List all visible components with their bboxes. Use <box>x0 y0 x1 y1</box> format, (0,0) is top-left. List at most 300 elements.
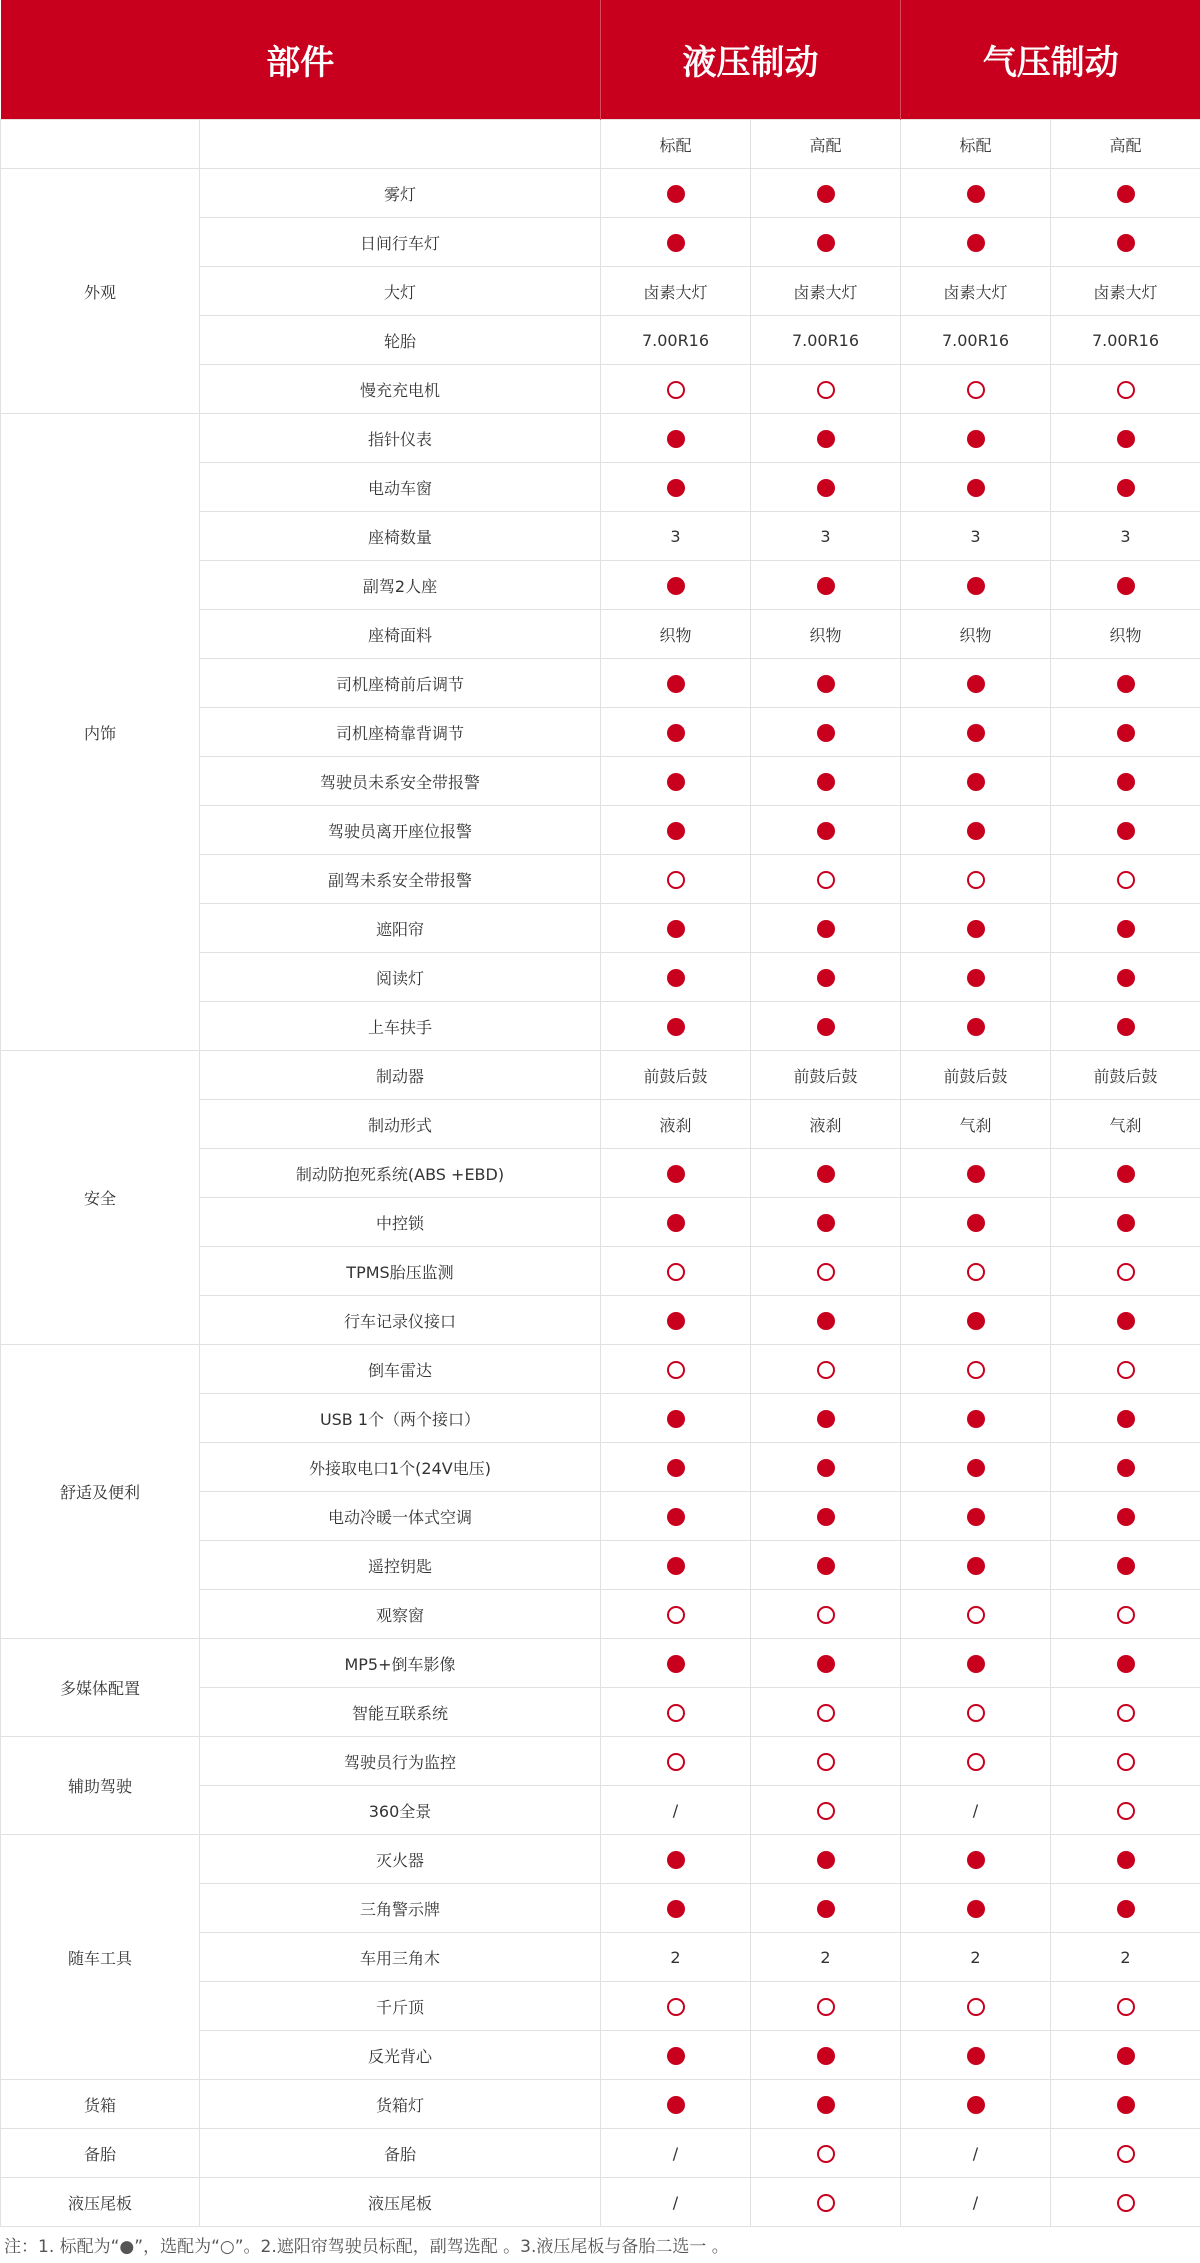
standard-dot-icon <box>667 1508 685 1526</box>
subheader-hydraulic-standard: 标配 <box>601 120 751 169</box>
standard-dot-icon <box>667 1459 685 1477</box>
value-cell-hydraulic-premium <box>751 463 901 512</box>
table-row <box>1 1737 1200 1786</box>
standard-dot-icon <box>1117 1655 1135 1673</box>
value-cell-hydraulic-premium: 7.00R16 <box>751 316 901 365</box>
value-cell-hydraulic-premium: 3 <box>751 512 901 561</box>
optional-ring-icon <box>817 1998 835 2016</box>
optional-ring-icon <box>817 381 835 399</box>
standard-dot-icon <box>817 430 835 448</box>
table-row <box>1 1051 1200 1100</box>
value-cell-hydraulic-premium <box>751 1884 901 1933</box>
value-cell-air-premium <box>1051 953 1200 1002</box>
standard-dot-icon <box>967 577 985 595</box>
optional-ring-icon <box>1117 1361 1135 1379</box>
table-row <box>1 169 1200 218</box>
standard-dot-icon <box>1117 430 1135 448</box>
standard-dot-icon <box>967 185 985 203</box>
value-cell-air-premium <box>1051 2031 1200 2080</box>
item-name-cell: 千斤顶 <box>200 1982 601 2031</box>
value-cell-air-premium <box>1051 218 1200 267</box>
value-cell-air-premium <box>1051 1394 1200 1443</box>
value-cell-hydraulic-premium <box>751 953 901 1002</box>
value-cell-hydraulic-standard <box>601 2080 751 2129</box>
item-name-cell: 制动器 <box>200 1051 601 1100</box>
item-name-cell: 观察窗 <box>200 1590 601 1639</box>
value-cell-air-premium <box>1051 561 1200 610</box>
value-cell-hydraulic-premium: 卤素大灯 <box>751 267 901 316</box>
value-cell-hydraulic-premium <box>751 1541 901 1590</box>
standard-dot-icon <box>817 1851 835 1869</box>
standard-dot-icon <box>667 185 685 203</box>
value-cell-air-premium <box>1051 1982 1200 2031</box>
standard-dot-icon <box>967 1018 985 1036</box>
standard-dot-icon <box>817 1410 835 1428</box>
value-cell-air-standard <box>901 561 1051 610</box>
standard-dot-icon <box>667 969 685 987</box>
item-name-cell: 驾驶员行为监控 <box>200 1737 601 1786</box>
standard-dot-icon <box>967 1459 985 1477</box>
standard-dot-icon <box>1117 773 1135 791</box>
value-cell-hydraulic-standard <box>601 1492 751 1541</box>
item-name-cell: 驾驶员未系安全带报警 <box>200 757 601 806</box>
value-cell-hydraulic-premium: 液刹 <box>751 1100 901 1149</box>
item-name-cell: 中控锁 <box>200 1198 601 1247</box>
item-name-cell: 制动防抱死系统(ABS +EBD) <box>200 1149 601 1198</box>
standard-dot-icon <box>1117 577 1135 595</box>
value-cell-air-premium <box>1051 659 1200 708</box>
value-cell-hydraulic-standard: 7.00R16 <box>601 316 751 365</box>
optional-ring-icon <box>817 2194 835 2212</box>
item-name-cell: MP5+倒车影像 <box>200 1639 601 1688</box>
value-cell-hydraulic-premium <box>751 659 901 708</box>
value-cell-air-standard <box>901 904 1051 953</box>
standard-dot-icon <box>1117 1557 1135 1575</box>
optional-ring-icon <box>1117 381 1135 399</box>
header-hydraulic: 液压制动 <box>601 0 901 120</box>
standard-dot-icon <box>967 773 985 791</box>
value-cell-air-premium <box>1051 1786 1200 1835</box>
value-cell-air-standard <box>901 463 1051 512</box>
optional-ring-icon <box>667 1606 685 1624</box>
standard-dot-icon <box>967 1312 985 1330</box>
value-cell-air-standard <box>901 1639 1051 1688</box>
standard-dot-icon <box>967 1900 985 1918</box>
value-cell-hydraulic-standard <box>601 561 751 610</box>
standard-dot-icon <box>667 1557 685 1575</box>
value-cell-hydraulic-premium <box>751 1345 901 1394</box>
value-cell-hydraulic-standard <box>601 708 751 757</box>
item-name-cell: 日间行车灯 <box>200 218 601 267</box>
standard-dot-icon <box>967 1214 985 1232</box>
value-cell-air-premium <box>1051 463 1200 512</box>
value-cell-air-premium <box>1051 806 1200 855</box>
value-cell-hydraulic-standard <box>601 1247 751 1296</box>
table-row <box>1 2129 1200 2178</box>
optional-ring-icon <box>967 1998 985 2016</box>
value-cell-air-premium <box>1051 1149 1200 1198</box>
header-row <box>1 0 1200 120</box>
value-cell-hydraulic-premium: 2 <box>751 1933 901 1982</box>
value-cell-hydraulic-standard <box>601 1688 751 1737</box>
value-cell-air-standard <box>901 953 1051 1002</box>
item-name-cell: 三角警示牌 <box>200 1884 601 1933</box>
optional-ring-icon <box>967 871 985 889</box>
value-cell-air-premium <box>1051 1590 1200 1639</box>
item-name-cell: 反光背心 <box>200 2031 601 2080</box>
item-name-cell: 液压尾板 <box>200 2178 601 2227</box>
value-cell-air-premium: 3 <box>1051 512 1200 561</box>
value-cell-air-premium <box>1051 855 1200 904</box>
optional-ring-icon <box>1117 1998 1135 2016</box>
value-cell-air-standard: 卤素大灯 <box>901 267 1051 316</box>
value-cell-air-premium <box>1051 1296 1200 1345</box>
value-cell-hydraulic-standard <box>601 2031 751 2080</box>
value-cell-hydraulic-standard <box>601 1590 751 1639</box>
value-cell-air-standard <box>901 2031 1051 2080</box>
optional-ring-icon <box>817 871 835 889</box>
standard-dot-icon <box>667 1312 685 1330</box>
standard-dot-icon <box>667 1410 685 1428</box>
value-cell-air-standard <box>901 1688 1051 1737</box>
subheader-row <box>1 120 1200 169</box>
value-cell-hydraulic-standard: / <box>601 1786 751 1835</box>
value-cell-hydraulic-standard <box>601 1982 751 2031</box>
value-cell-air-standard: 3 <box>901 512 1051 561</box>
value-cell-air-standard <box>901 1982 1051 2031</box>
value-cell-hydraulic-standard <box>601 1002 751 1051</box>
item-name-cell: TPMS胎压监测 <box>200 1247 601 1296</box>
standard-dot-icon <box>967 430 985 448</box>
optional-ring-icon <box>1117 2145 1135 2163</box>
value-cell-hydraulic-premium <box>751 1590 901 1639</box>
value-cell-air-premium: 前鼓后鼓 <box>1051 1051 1200 1100</box>
value-cell-air-premium <box>1051 1443 1200 1492</box>
standard-dot-icon <box>1117 185 1135 203</box>
standard-dot-icon <box>1117 1214 1135 1232</box>
value-cell-air-premium <box>1051 1639 1200 1688</box>
standard-dot-icon <box>1117 1410 1135 1428</box>
value-cell-hydraulic-premium: 织物 <box>751 610 901 659</box>
item-name-cell: 倒车雷达 <box>200 1345 601 1394</box>
value-cell-air-premium <box>1051 169 1200 218</box>
value-cell-hydraulic-premium <box>751 2178 901 2227</box>
item-name-cell: 雾灯 <box>200 169 601 218</box>
standard-dot-icon <box>1117 675 1135 693</box>
value-cell-hydraulic-standard <box>601 1639 751 1688</box>
standard-dot-icon <box>1117 1900 1135 1918</box>
value-cell-air-standard: 2 <box>901 1933 1051 1982</box>
item-name-cell: 遥控钥匙 <box>200 1541 601 1590</box>
value-cell-air-standard <box>901 708 1051 757</box>
standard-dot-icon <box>1117 2096 1135 2114</box>
optional-ring-icon <box>817 1802 835 1820</box>
value-cell-air-standard <box>901 1884 1051 1933</box>
value-cell-hydraulic-premium <box>751 2080 901 2129</box>
value-cell-hydraulic-premium <box>751 806 901 855</box>
standard-dot-icon <box>1117 234 1135 252</box>
value-cell-air-standard <box>901 1443 1051 1492</box>
standard-dot-icon <box>1117 1508 1135 1526</box>
item-name-cell: 智能互联系统 <box>200 1688 601 1737</box>
value-cell-air-premium <box>1051 2129 1200 2178</box>
value-cell-air-premium <box>1051 708 1200 757</box>
category-cell: 备胎 <box>1 2129 200 2178</box>
value-cell-air-premium: 卤素大灯 <box>1051 267 1200 316</box>
item-name-cell: 电动车窗 <box>200 463 601 512</box>
value-cell-hydraulic-standard <box>601 659 751 708</box>
value-cell-air-standard <box>901 1198 1051 1247</box>
value-cell-hydraulic-premium <box>751 708 901 757</box>
value-cell-air-premium <box>1051 414 1200 463</box>
value-cell-air-standard <box>901 1590 1051 1639</box>
standard-dot-icon <box>967 2096 985 2114</box>
standard-dot-icon <box>817 773 835 791</box>
value-cell-hydraulic-premium <box>751 1688 901 1737</box>
value-cell-air-premium: 7.00R16 <box>1051 316 1200 365</box>
standard-dot-icon <box>667 430 685 448</box>
category-cell: 舒适及便利 <box>1 1345 200 1639</box>
standard-dot-icon <box>967 2047 985 2065</box>
item-name-cell: 座椅数量 <box>200 512 601 561</box>
value-cell-air-premium <box>1051 1835 1200 1884</box>
header-air: 气压制动 <box>901 0 1200 120</box>
value-cell-air-standard: 前鼓后鼓 <box>901 1051 1051 1100</box>
standard-dot-icon <box>1117 1851 1135 1869</box>
value-cell-air-standard <box>901 1737 1051 1786</box>
value-cell-air-premium <box>1051 2178 1200 2227</box>
category-cell: 外观 <box>1 169 200 414</box>
value-cell-air-standard <box>901 1835 1051 1884</box>
standard-dot-icon <box>817 1165 835 1183</box>
standard-dot-icon <box>1117 1165 1135 1183</box>
optional-ring-icon <box>1117 1606 1135 1624</box>
value-cell-air-premium: 织物 <box>1051 610 1200 659</box>
item-name-cell: 制动形式 <box>200 1100 601 1149</box>
value-cell-air-premium: 气刹 <box>1051 1100 1200 1149</box>
subheader-hydraulic-premium: 高配 <box>751 120 901 169</box>
value-cell-hydraulic-premium <box>751 414 901 463</box>
standard-dot-icon <box>967 920 985 938</box>
value-cell-hydraulic-standard <box>601 1394 751 1443</box>
item-name-cell: 慢充充电机 <box>200 365 601 414</box>
header-part: 部件 <box>1 0 601 120</box>
value-cell-hydraulic-standard <box>601 855 751 904</box>
subheader-blank-category <box>1 120 200 169</box>
standard-dot-icon <box>817 1900 835 1918</box>
standard-dot-icon <box>967 1410 985 1428</box>
value-cell-air-standard <box>901 659 1051 708</box>
value-cell-hydraulic-premium <box>751 1443 901 1492</box>
standard-dot-icon <box>967 1508 985 1526</box>
standard-dot-icon <box>817 675 835 693</box>
table-row <box>1 1835 1200 1884</box>
optional-ring-icon <box>967 1263 985 1281</box>
standard-dot-icon <box>667 479 685 497</box>
optional-ring-icon <box>1117 1704 1135 1722</box>
value-cell-hydraulic-premium <box>751 2031 901 2080</box>
item-name-cell: 指针仪表 <box>200 414 601 463</box>
value-cell-hydraulic-premium <box>751 1002 901 1051</box>
table-row <box>1 2080 1200 2129</box>
optional-ring-icon <box>667 871 685 889</box>
value-cell-hydraulic-standard: / <box>601 2178 751 2227</box>
table-row <box>1 1345 1200 1394</box>
value-cell-hydraulic-standard: 前鼓后鼓 <box>601 1051 751 1100</box>
standard-dot-icon <box>967 724 985 742</box>
item-name-cell: 360全景 <box>200 1786 601 1835</box>
standard-dot-icon <box>667 1900 685 1918</box>
value-cell-hydraulic-premium <box>751 1394 901 1443</box>
item-name-cell: 座椅面料 <box>200 610 601 659</box>
value-cell-hydraulic-premium <box>751 1296 901 1345</box>
value-cell-hydraulic-standard <box>601 1443 751 1492</box>
value-cell-air-standard <box>901 2080 1051 2129</box>
standard-dot-icon <box>967 1851 985 1869</box>
value-cell-hydraulic-standard <box>601 463 751 512</box>
value-cell-air-standard <box>901 1296 1051 1345</box>
value-cell-air-standard: / <box>901 2178 1051 2227</box>
standard-dot-icon <box>667 675 685 693</box>
standard-dot-icon <box>1117 1459 1135 1477</box>
item-name-cell: 遮阳帘 <box>200 904 601 953</box>
standard-dot-icon <box>967 969 985 987</box>
standard-dot-icon <box>667 577 685 595</box>
standard-dot-icon <box>1117 1312 1135 1330</box>
standard-dot-icon <box>1117 724 1135 742</box>
standard-dot-icon <box>1117 920 1135 938</box>
optional-ring-icon <box>667 1753 685 1771</box>
optional-ring-icon <box>1117 2194 1135 2212</box>
value-cell-hydraulic-standard <box>601 904 751 953</box>
standard-dot-icon <box>817 1312 835 1330</box>
value-cell-air-standard <box>901 1492 1051 1541</box>
value-cell-hydraulic-standard <box>601 1149 751 1198</box>
item-name-cell: 备胎 <box>200 2129 601 2178</box>
standard-dot-icon <box>967 1655 985 1673</box>
value-cell-air-standard <box>901 169 1051 218</box>
standard-dot-icon <box>667 1165 685 1183</box>
optional-ring-icon <box>967 1606 985 1624</box>
value-cell-hydraulic-premium <box>751 1247 901 1296</box>
value-cell-hydraulic-premium <box>751 1982 901 2031</box>
optional-ring-icon <box>967 1361 985 1379</box>
value-cell-hydraulic-standard <box>601 1737 751 1786</box>
value-cell-hydraulic-standard <box>601 806 751 855</box>
value-cell-hydraulic-premium <box>751 561 901 610</box>
optional-ring-icon <box>817 1263 835 1281</box>
value-cell-air-premium <box>1051 1247 1200 1296</box>
value-cell-hydraulic-premium <box>751 2129 901 2178</box>
standard-dot-icon <box>667 2047 685 2065</box>
item-name-cell: 电动冷暖一体式空调 <box>200 1492 601 1541</box>
standard-dot-icon <box>967 1557 985 1575</box>
optional-ring-icon <box>817 1361 835 1379</box>
value-cell-air-standard <box>901 218 1051 267</box>
table-row <box>1 2178 1200 2227</box>
value-cell-air-premium <box>1051 1884 1200 1933</box>
item-name-cell: 大灯 <box>200 267 601 316</box>
value-cell-hydraulic-standard: 2 <box>601 1933 751 1982</box>
standard-dot-icon <box>817 2047 835 2065</box>
value-cell-hydraulic-standard <box>601 1296 751 1345</box>
value-cell-hydraulic-standard: 织物 <box>601 610 751 659</box>
standard-dot-icon <box>967 675 985 693</box>
value-cell-air-standard <box>901 1345 1051 1394</box>
standard-dot-icon <box>817 1018 835 1036</box>
value-cell-air-premium <box>1051 904 1200 953</box>
item-name-cell: 外接取电口1个(24V电压) <box>200 1443 601 1492</box>
value-cell-air-standard <box>901 757 1051 806</box>
value-cell-hydraulic-premium <box>751 1198 901 1247</box>
subheader-air-standard: 标配 <box>901 120 1051 169</box>
standard-dot-icon <box>817 479 835 497</box>
value-cell-air-standard: 7.00R16 <box>901 316 1051 365</box>
item-name-cell: 轮胎 <box>200 316 601 365</box>
standard-dot-icon <box>667 773 685 791</box>
value-cell-air-standard <box>901 365 1051 414</box>
standard-dot-icon <box>967 234 985 252</box>
standard-dot-icon <box>667 1018 685 1036</box>
value-cell-air-premium <box>1051 1002 1200 1051</box>
optional-ring-icon <box>667 1998 685 2016</box>
standard-dot-icon <box>1117 1018 1135 1036</box>
value-cell-hydraulic-standard <box>601 953 751 1002</box>
standard-dot-icon <box>667 1851 685 1869</box>
value-cell-hydraulic-standard: 3 <box>601 512 751 561</box>
subheader-air-premium: 高配 <box>1051 120 1200 169</box>
value-cell-hydraulic-standard: 液刹 <box>601 1100 751 1149</box>
table-row <box>1 414 1200 463</box>
value-cell-hydraulic-premium <box>751 1492 901 1541</box>
value-cell-hydraulic-premium <box>751 855 901 904</box>
value-cell-air-premium <box>1051 1345 1200 1394</box>
value-cell-hydraulic-standard <box>601 1198 751 1247</box>
footnote: 注：1. 标配为“●”，选配为“○”。2.遮阳帘驾驶员标配，副驾选配 。3.液压尾板与备胎二选一 。 <box>4 2237 729 2257</box>
value-cell-air-premium <box>1051 757 1200 806</box>
value-cell-hydraulic-premium <box>751 169 901 218</box>
value-cell-air-premium <box>1051 365 1200 414</box>
value-cell-hydraulic-premium <box>751 1149 901 1198</box>
optional-ring-icon <box>1117 1753 1135 1771</box>
value-cell-hydraulic-standard <box>601 1345 751 1394</box>
value-cell-hydraulic-standard <box>601 1835 751 1884</box>
value-cell-air-standard <box>901 806 1051 855</box>
optional-ring-icon <box>967 1704 985 1722</box>
standard-dot-icon <box>667 2096 685 2114</box>
value-cell-hydraulic-premium <box>751 365 901 414</box>
value-cell-air-premium <box>1051 1541 1200 1590</box>
value-cell-hydraulic-standard <box>601 757 751 806</box>
value-cell-air-premium <box>1051 2080 1200 2129</box>
standard-dot-icon <box>817 1508 835 1526</box>
value-cell-air-standard: 织物 <box>901 610 1051 659</box>
value-cell-air-standard: / <box>901 2129 1051 2178</box>
value-cell-hydraulic-standard <box>601 365 751 414</box>
optional-ring-icon <box>1117 1263 1135 1281</box>
item-name-cell: 副驾未系安全带报警 <box>200 855 601 904</box>
standard-dot-icon <box>967 822 985 840</box>
optional-ring-icon <box>1117 871 1135 889</box>
standard-dot-icon <box>667 920 685 938</box>
value-cell-hydraulic-standard <box>601 1541 751 1590</box>
optional-ring-icon <box>817 1606 835 1624</box>
optional-ring-icon <box>667 381 685 399</box>
value-cell-hydraulic-premium <box>751 757 901 806</box>
category-cell: 液压尾板 <box>1 2178 200 2227</box>
category-cell: 随车工具 <box>1 1835 200 2080</box>
category-cell: 多媒体配置 <box>1 1639 200 1737</box>
